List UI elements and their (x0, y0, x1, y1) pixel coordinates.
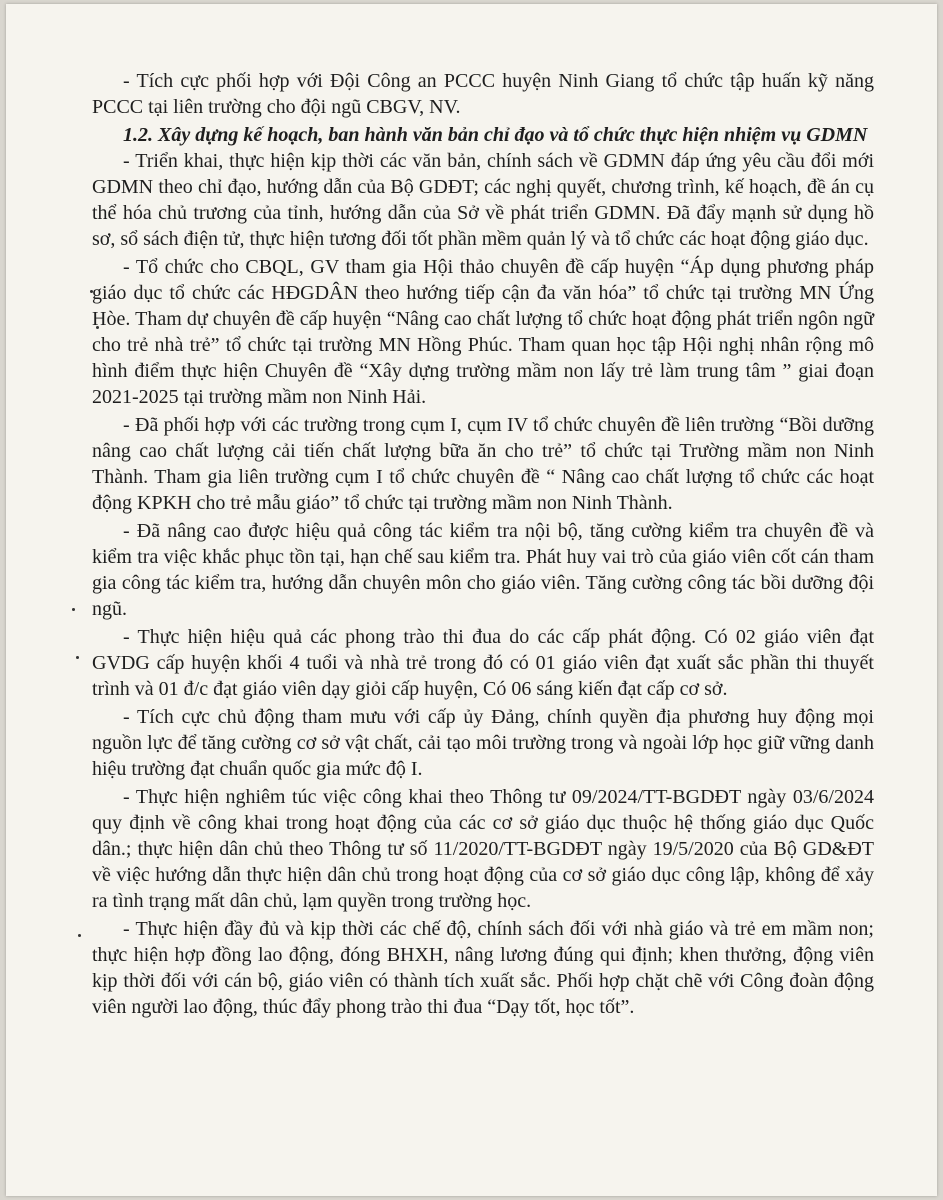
paragraph-mobilize-resources: - Tích cực chủ động tham mưu với cấp ủy Đảng, chính quyền địa phương huy động mọi nguồn lực để tăng cường cơ sở vật chất, cải tạo môi trường trong và ngoài lớp học giữ vững danh hiệu trường đạt chuẩn quốc gia mức độ I. (92, 706, 874, 780)
paragraph-policies: - Thực hiện đầy đủ và kịp thời các chế độ, chính sách đối với nhà giáo và trẻ em mầm non; thực hiện hợp đồng lao động, đóng BHXH, nâng lương đúng qui định; khen thưởng, động viên kịp thời đối với cán bộ, giáo viên có thành tích xuất sắc. Phối hợp chặt chẽ với Công đoàn động viên người lao động, thúc đẩy phong trào thi đua “Dạy tốt, học tốt”. (92, 918, 874, 1018)
document-body (92, 68, 874, 1020)
section-heading-1-2: 1.2. Xây dựng kế hoạch, ban hành văn bản chỉ đạo và tổ chức thực hiện nhiệm vụ GDMN (123, 124, 868, 146)
document-page (6, 4, 937, 1196)
paragraph-cluster-cooperation: - Đã phối hợp với các trường trong cụm I, cụm IV tổ chức chuyên đề liên trường “Bồi dưỡng nâng cao chất lượng cải tiến chất lượng bữa ăn cho trẻ” tổ chức tại Trường mầm non Ninh Thành. Tham gia liên trường cụm I tổ chức chuyên đề “ Nâng cao chất lượng tổ chức các hoạt động KPKH cho trẻ mẫu giáo” tổ chức tại trường mầm non Ninh Thành. (92, 414, 874, 514)
paragraph-emulation: - Thực hiện hiệu quả các phong trào thi đua do các cấp phát động. Có 02 giáo viên đạt GVDG cấp huyện khối 4 tuổi và nhà trẻ trong đó có 01 giáo viên đạt xuất sắc phần thi thuyết trình và 01 đ/c đạt giáo viên dạy giỏi cấp huyện, Có 06 sáng kiến đạt cấp cơ sở. (92, 626, 874, 700)
scan-speck (76, 656, 79, 659)
paragraph-pccc-training: - Tích cực phối hợp với Đội Công an PCCC huyện Ninh Giang tổ chức tập huấn kỹ năng PCCC tại liên trường cho đội ngũ CBGV, NV. (92, 70, 874, 118)
scan-speck (78, 934, 81, 937)
paragraph-workshops: - Tổ chức cho CBQL, GV tham gia Hội thảo chuyên đề cấp huyện “Áp dụng phương pháp giáo dục tổ chức các HĐGDÂN theo hướng tiếp cận đa văn hóa” tổ chức tại trường MN Ứng Hòe. Tham dự chuyên đề cấp huyện “Nâng cao chất lượng tổ chức hoạt động phát triển ngôn ngữ cho trẻ nhà trẻ” tổ chức tại trường MN Hồng Phúc. Tham quan học tập Hội nghị nhân rộng mô hình điểm thực hiện Chuyên đề “Xây dựng trường mầm non lấy trẻ làm trung tâm ” giai đoạn 2021-2025 tại trường mầm non Ninh Hải. (92, 256, 874, 408)
paragraph-internal-inspection: - Đã nâng cao được hiệu quả công tác kiểm tra nội bộ, tăng cường kiểm tra chuyên đề và kiểm tra việc khắc phục tồn tại, hạn chế sau kiểm tra. Phát huy vai trò của giáo viên cốt cán tham gia công tác kiểm tra, hướng dẫn chuyên môn cho giáo viên. Tăng cường công tác bồi dưỡng đội ngũ. (92, 520, 874, 620)
paragraph-public-disclosure: - Thực hiện nghiêm túc việc công khai theo Thông tư 09/2024/TT-BGDĐT ngày 03/6/2024 quy định về công khai trong hoạt động của các cơ sở giáo dục thuộc hệ thống giáo dục Quốc dân.; thực hiện dân chủ theo Thông tư số 11/2020/TT-BGDĐT ngày 19/5/2020 của Bộ GD&ĐT về việc hướng dẫn thực hiện dân chủ trong hoạt động của cơ sở giáo dục công lập, không để xảy ra tình trạng mất dân chủ, lạm quyền trong trường học. (92, 786, 874, 912)
paragraph-implement-documents: - Triển khai, thực hiện kịp thời các văn bản, chính sách về GDMN đáp ứng yêu cầu đổi mới GDMN theo chỉ đạo, hướng dẫn của Bộ GDĐT; các nghị quyết, chương trình, kế hoạch, đề án cụ thể hóa chủ trương của tỉnh, hướng dẫn của Sở về phát triển GDMN. Đã đẩy mạnh sử dụng hồ sơ, sổ sách điện tử, thực hiện tương đối tốt phần mềm quản lý và tổ chức các hoạt động giáo dục. (92, 150, 874, 250)
scan-speck (72, 608, 75, 611)
